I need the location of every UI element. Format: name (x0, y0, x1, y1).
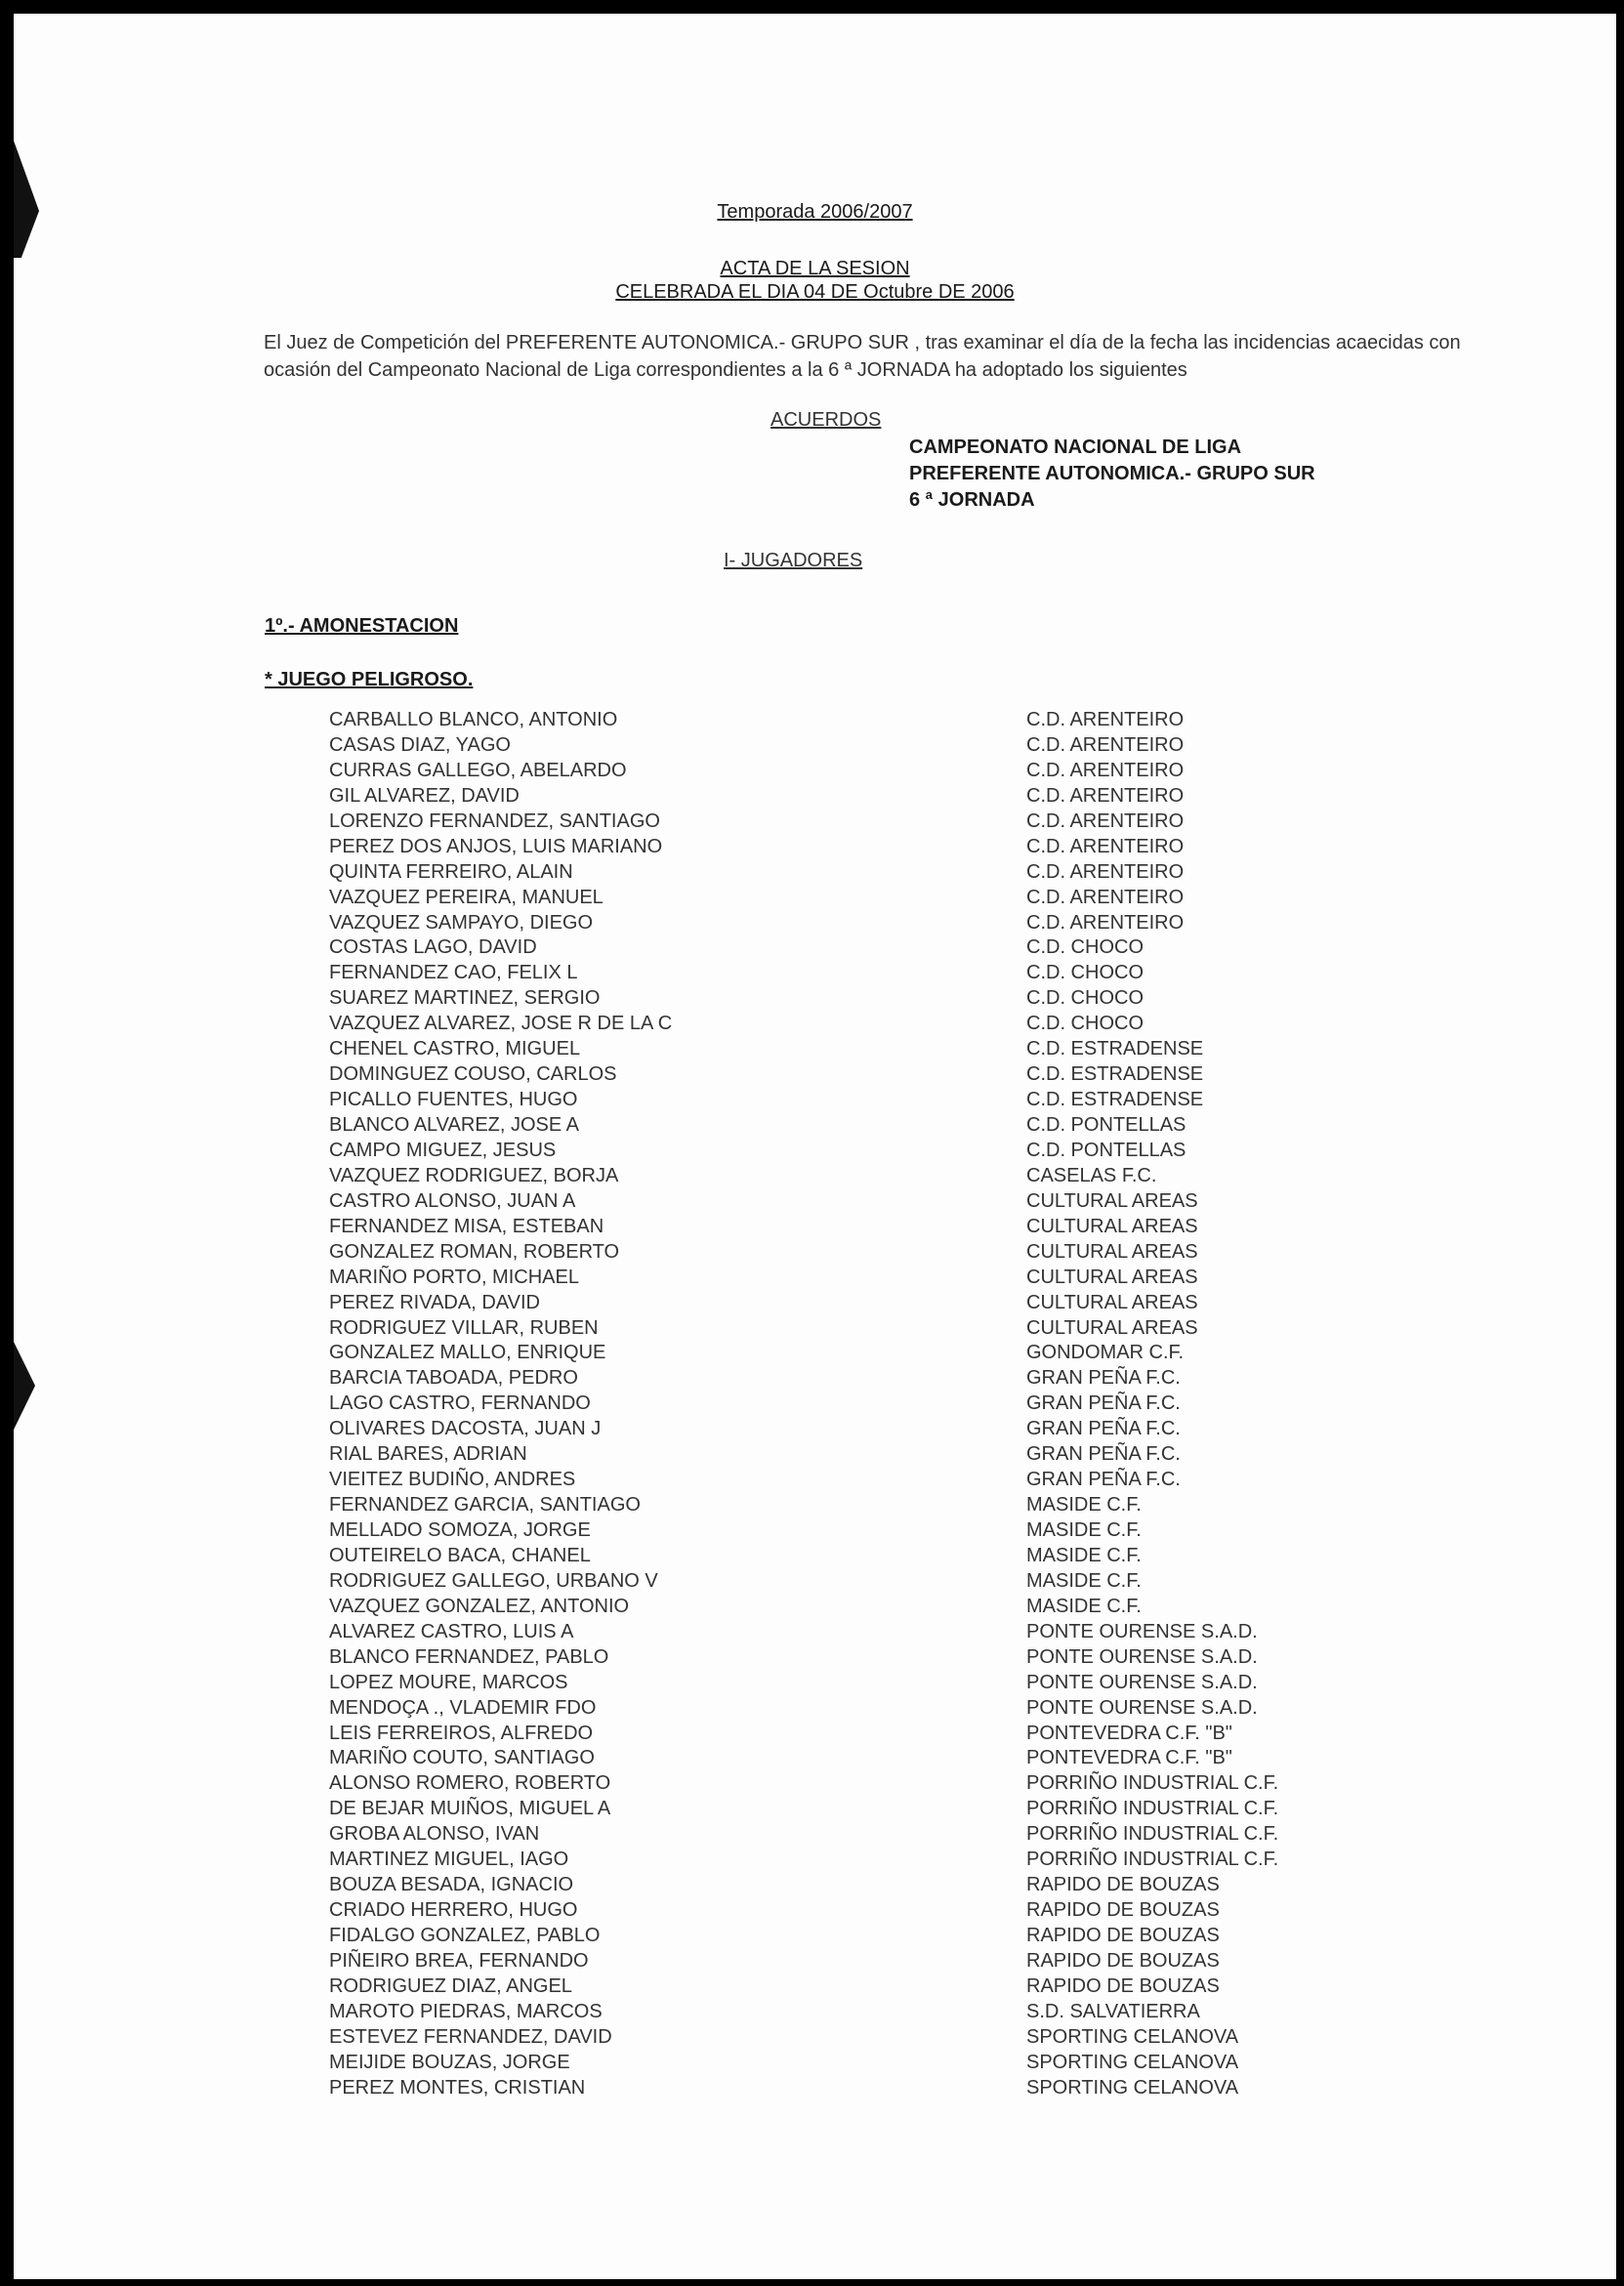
player-row (329, 2075, 1403, 2100)
player-club: GRAN PEÑA F.C. (1026, 1418, 1181, 1440)
player-row (329, 960, 1403, 985)
player-name: FERNANDEZ GARCIA, SANTIAGO (329, 1494, 641, 1517)
torn-edge-mark (14, 141, 39, 258)
season-title: Temporada 2006/2007 (717, 201, 913, 223)
player-row (329, 1568, 1403, 1594)
player-row (329, 1391, 1403, 1416)
player-club: SPORTING CELANOVA (1026, 2051, 1239, 2073)
player-row (329, 1416, 1403, 1441)
player-name: CURRAS GALLEGO, ABELARDO (329, 759, 627, 781)
player-row (329, 1365, 1403, 1391)
player-name: VIEITEZ BUDIÑO, ANDRES (329, 1469, 576, 1491)
player-row (329, 1214, 1403, 1239)
player-row (329, 1821, 1403, 1847)
player-club: C.D. ARENTEIRO (1026, 709, 1185, 730)
player-name: LEIS FERREIROS, ALFREDO (329, 1722, 594, 1744)
player-club: CASELAS F.C. (1026, 1164, 1157, 1186)
player-row (329, 732, 1403, 758)
player-club: RAPIDO DE BOUZAS (1026, 1874, 1220, 1896)
player-row (329, 1745, 1403, 1770)
player-club: C.D. ARENTEIRO (1026, 733, 1185, 756)
player-row (329, 1897, 1403, 1923)
player-name: LORENZO FERNANDEZ, SANTIAGO (329, 810, 660, 832)
player-club: CULTURAL AREAS (1026, 1215, 1198, 1237)
player-row (329, 1923, 1403, 1948)
player-name: SUAREZ MARTINEZ, SERGIO (329, 987, 601, 1010)
player-row (329, 1721, 1403, 1746)
player-club: S.D. SALVATIERRA (1026, 2000, 1200, 2022)
player-club: PORRIÑO INDUSTRIAL C.F. (1026, 1849, 1279, 1871)
player-club: RAPIDO DE BOUZAS (1026, 1949, 1220, 1972)
player-club: CULTURAL AREAS (1026, 1240, 1198, 1263)
intro-paragraph: El Juez de Competición del PREFERENTE AUTONOMICA.- GRUPO SUR , tras examinar el día de la fecha las incidencias acaecidas con ocasión del Campeonato Nacional de Liga correspondientes a la 6 ª JORNADA ha adoptado los siguientes (264, 332, 1461, 381)
player-name: MAROTO PIEDRAS, MARCOS (329, 2000, 603, 2022)
player-name: PICALLO FUENTES, HUGO (329, 1089, 578, 1111)
infraction-heading: * JUEGO PELIGROSO. (265, 669, 474, 690)
player-club: C.D. ARENTEIRO (1026, 911, 1185, 934)
player-name: BARCIA TABOADA, PEDRO (329, 1367, 578, 1390)
torn-edge-mark (14, 1342, 35, 1430)
player-club: C.D. ESTRADENSE (1026, 1089, 1204, 1111)
player-name: CASAS DIAZ, YAGO (329, 733, 511, 756)
player-row (329, 1948, 1403, 1974)
player-club: C.D. ARENTEIRO (1026, 860, 1185, 883)
player-row (329, 1163, 1403, 1188)
session-date: CELEBRADA EL DIA 04 DE Octubre DE 2006 (615, 281, 1015, 303)
player-row (329, 1188, 1403, 1214)
player-row (329, 1974, 1403, 1999)
player-name: PIÑEIRO BREA, FERNANDO (329, 1949, 589, 1972)
player-club: C.D. ARENTEIRO (1026, 835, 1185, 857)
player-row (329, 1441, 1403, 1467)
player-row (329, 1670, 1403, 1695)
player-name: MARIÑO COUTO, SANTIAGO (329, 1747, 595, 1769)
player-name: VAZQUEZ PEREIRA, MANUEL (329, 886, 604, 908)
player-club: SPORTING CELANOVA (1026, 2076, 1239, 2099)
player-club: PONTE OURENSE S.A.D. (1026, 1671, 1258, 1693)
player-row (329, 1290, 1403, 1315)
player-name: GROBA ALONSO, IVAN (329, 1823, 540, 1846)
player-name: OLIVARES DACOSTA, JUAN J (329, 1418, 602, 1440)
player-club: C.D. CHOCO (1026, 987, 1144, 1010)
player-row (329, 1239, 1403, 1265)
player-name: VAZQUEZ SAMPAYO, DIEGO (329, 911, 594, 934)
player-row (329, 1695, 1403, 1721)
player-name: GONZALEZ ROMAN, ROBERTO (329, 1240, 620, 1263)
section-title: I- JUGADORES (724, 550, 863, 571)
player-row (329, 1265, 1403, 1290)
player-row (329, 910, 1403, 935)
player-row (329, 885, 1403, 910)
player-club: C.D. CHOCO (1026, 936, 1144, 959)
player-row (329, 1872, 1403, 1897)
player-row (329, 1315, 1403, 1341)
player-row (329, 2024, 1403, 2050)
player-name: RIAL BARES, ADRIAN (329, 1443, 527, 1466)
player-club: PONTEVEDRA C.F. "B" (1026, 1722, 1232, 1744)
player-name: MEIJIDE BOUZAS, JORGE (329, 2051, 570, 2073)
player-club: CULTURAL AREAS (1026, 1291, 1198, 1313)
player-row (329, 1619, 1403, 1644)
player-row (329, 1517, 1403, 1543)
player-club: PONTE OURENSE S.A.D. (1026, 1696, 1258, 1719)
player-club: C.D. CHOCO (1026, 962, 1144, 984)
player-club: C.D. CHOCO (1026, 1013, 1144, 1035)
championship-block (909, 435, 1315, 514)
player-name: OUTEIRELO BACA, CHANEL (329, 1544, 591, 1566)
player-club: GRAN PEÑA F.C. (1026, 1392, 1181, 1415)
player-row (329, 707, 1403, 732)
player-row (329, 1036, 1403, 1061)
player-row (329, 1011, 1403, 1036)
player-name: PEREZ RIVADA, DAVID (329, 1291, 540, 1313)
player-club: GRAN PEÑA F.C. (1026, 1367, 1181, 1390)
player-club: CULTURAL AREAS (1026, 1266, 1198, 1288)
player-row (329, 2050, 1403, 2075)
player-club: C.D. ESTRADENSE (1026, 1038, 1204, 1060)
player-name: DE BEJAR MUIÑOS, MIGUEL A (329, 1798, 611, 1820)
player-row (329, 758, 1403, 783)
document-page (14, 14, 1616, 2279)
player-name: MARTINEZ MIGUEL, IAGO (329, 1849, 569, 1871)
player-name: LAGO CASTRO, FERNANDO (329, 1392, 591, 1415)
player-club: C.D. ESTRADENSE (1026, 1063, 1204, 1086)
player-club: PONTEVEDRA C.F. "B" (1026, 1747, 1232, 1769)
player-name: RODRIGUEZ GALLEGO, URBANO V (329, 1569, 658, 1592)
player-name: CRIADO HERRERO, HUGO (329, 1899, 578, 1922)
player-name: ALONSO ROMERO, ROBERTO (329, 1772, 611, 1795)
player-row (329, 859, 1403, 885)
player-name: BLANCO ALVAREZ, JOSE A (329, 1114, 580, 1136)
player-club: CULTURAL AREAS (1026, 1189, 1198, 1212)
player-row (329, 1492, 1403, 1517)
player-name: DOMINGUEZ COUSO, CARLOS (329, 1063, 617, 1086)
player-name: CAMPO MIGUEZ, JESUS (329, 1139, 557, 1161)
player-name: FERNANDEZ CAO, FELIX L (329, 962, 578, 984)
player-club: GRAN PEÑA F.C. (1026, 1443, 1181, 1466)
player-club: CULTURAL AREAS (1026, 1316, 1198, 1339)
player-row (329, 1594, 1403, 1619)
player-name: VAZQUEZ GONZALEZ, ANTONIO (329, 1595, 630, 1617)
acuerdos-heading: ACUERDOS (770, 409, 882, 431)
player-club: MASIDE C.F. (1026, 1519, 1142, 1541)
player-name: VAZQUEZ ALVAREZ, JOSE R DE LA C (329, 1013, 673, 1035)
player-row (329, 1644, 1403, 1670)
players-list (329, 707, 1403, 2100)
player-club: RAPIDO DE BOUZAS (1026, 1899, 1220, 1922)
player-club: PONTE OURENSE S.A.D. (1026, 1645, 1258, 1668)
player-name: MARIÑO PORTO, MICHAEL (329, 1266, 579, 1288)
player-name: FIDALGO GONZALEZ, PABLO (329, 1925, 601, 1946)
player-club: RAPIDO DE BOUZAS (1026, 1925, 1220, 1946)
player-name: COSTAS LAGO, DAVID (329, 936, 537, 959)
player-club: SPORTING CELANOVA (1026, 2025, 1239, 2048)
player-name: LOPEZ MOURE, MARCOS (329, 1671, 568, 1693)
player-club: MASIDE C.F. (1026, 1494, 1142, 1517)
player-row (329, 1796, 1403, 1821)
player-club: MASIDE C.F. (1026, 1544, 1142, 1566)
player-row (329, 1770, 1403, 1796)
player-row (329, 1340, 1403, 1365)
player-row (329, 985, 1403, 1011)
player-club: PORRIÑO INDUSTRIAL C.F. (1026, 1823, 1279, 1846)
player-club: C.D. ARENTEIRO (1026, 886, 1185, 908)
player-row (329, 1999, 1403, 2024)
player-row (329, 1087, 1403, 1112)
player-club: C.D. PONTELLAS (1026, 1114, 1187, 1136)
player-name: RODRIGUEZ DIAZ, ANGEL (329, 1974, 572, 1997)
player-name: BOUZA BESADA, IGNACIO (329, 1874, 574, 1896)
player-name: FERNANDEZ MISA, ESTEBAN (329, 1215, 604, 1237)
player-row (329, 1061, 1403, 1087)
player-name: CARBALLO BLANCO, ANTONIO (329, 709, 618, 730)
player-club: PORRIÑO INDUSTRIAL C.F. (1026, 1772, 1279, 1795)
player-row (329, 1112, 1403, 1138)
championship-line: PREFERENTE AUTONOMICA.- GRUPO SUR (909, 463, 1315, 484)
player-name: QUINTA FERREIRO, ALAIN (329, 860, 573, 883)
player-name: GIL ALVAREZ, DAVID (329, 784, 520, 807)
player-name: CHENEL CASTRO, MIGUEL (329, 1038, 581, 1060)
player-name: MELLADO SOMOZA, JORGE (329, 1519, 591, 1541)
player-club: C.D. ARENTEIRO (1026, 784, 1185, 807)
player-row (329, 783, 1403, 809)
player-club: C.D. PONTELLAS (1026, 1139, 1187, 1161)
player-row (329, 1543, 1403, 1568)
player-name: BLANCO FERNANDEZ, PABLO (329, 1645, 609, 1668)
player-name: MENDOÇA ., VLADEMIR FDO (329, 1696, 597, 1719)
player-row (329, 834, 1403, 859)
player-club: GRAN PEÑA F.C. (1026, 1469, 1181, 1491)
player-club: PORRIÑO INDUSTRIAL C.F. (1026, 1798, 1279, 1820)
player-row (329, 809, 1403, 834)
player-name: PEREZ DOS ANJOS, LUIS MARIANO (329, 835, 663, 857)
player-name: ALVAREZ CASTRO, LUIS A (329, 1620, 574, 1642)
championship-line: CAMPEONATO NACIONAL DE LIGA (909, 436, 1242, 458)
player-club: C.D. ARENTEIRO (1026, 759, 1185, 781)
championship-line: 6 ª JORNADA (909, 489, 1035, 511)
player-name: VAZQUEZ RODRIGUEZ, BORJA (329, 1164, 619, 1186)
player-club: C.D. ARENTEIRO (1026, 810, 1185, 832)
player-club: PONTE OURENSE S.A.D. (1026, 1620, 1258, 1642)
player-club: GONDOMAR C.F. (1026, 1342, 1185, 1364)
player-row (329, 1847, 1403, 1872)
act-title: ACTA DE LA SESION (720, 258, 910, 279)
player-name: GONZALEZ MALLO, ENRIQUE (329, 1342, 606, 1364)
player-club: MASIDE C.F. (1026, 1595, 1142, 1617)
player-row (329, 1467, 1403, 1492)
player-row (329, 1138, 1403, 1163)
amonestacion-heading: 1º.- AMONESTACION (265, 615, 459, 637)
player-name: CASTRO ALONSO, JUAN A (329, 1189, 576, 1212)
player-name: ESTEVEZ FERNANDEZ, DAVID (329, 2025, 612, 2048)
player-club: MASIDE C.F. (1026, 1569, 1142, 1592)
player-club: RAPIDO DE BOUZAS (1026, 1974, 1220, 1997)
player-row (329, 935, 1403, 960)
player-name: PEREZ MONTES, CRISTIAN (329, 2076, 586, 2099)
player-name: RODRIGUEZ VILLAR, RUBEN (329, 1316, 599, 1339)
